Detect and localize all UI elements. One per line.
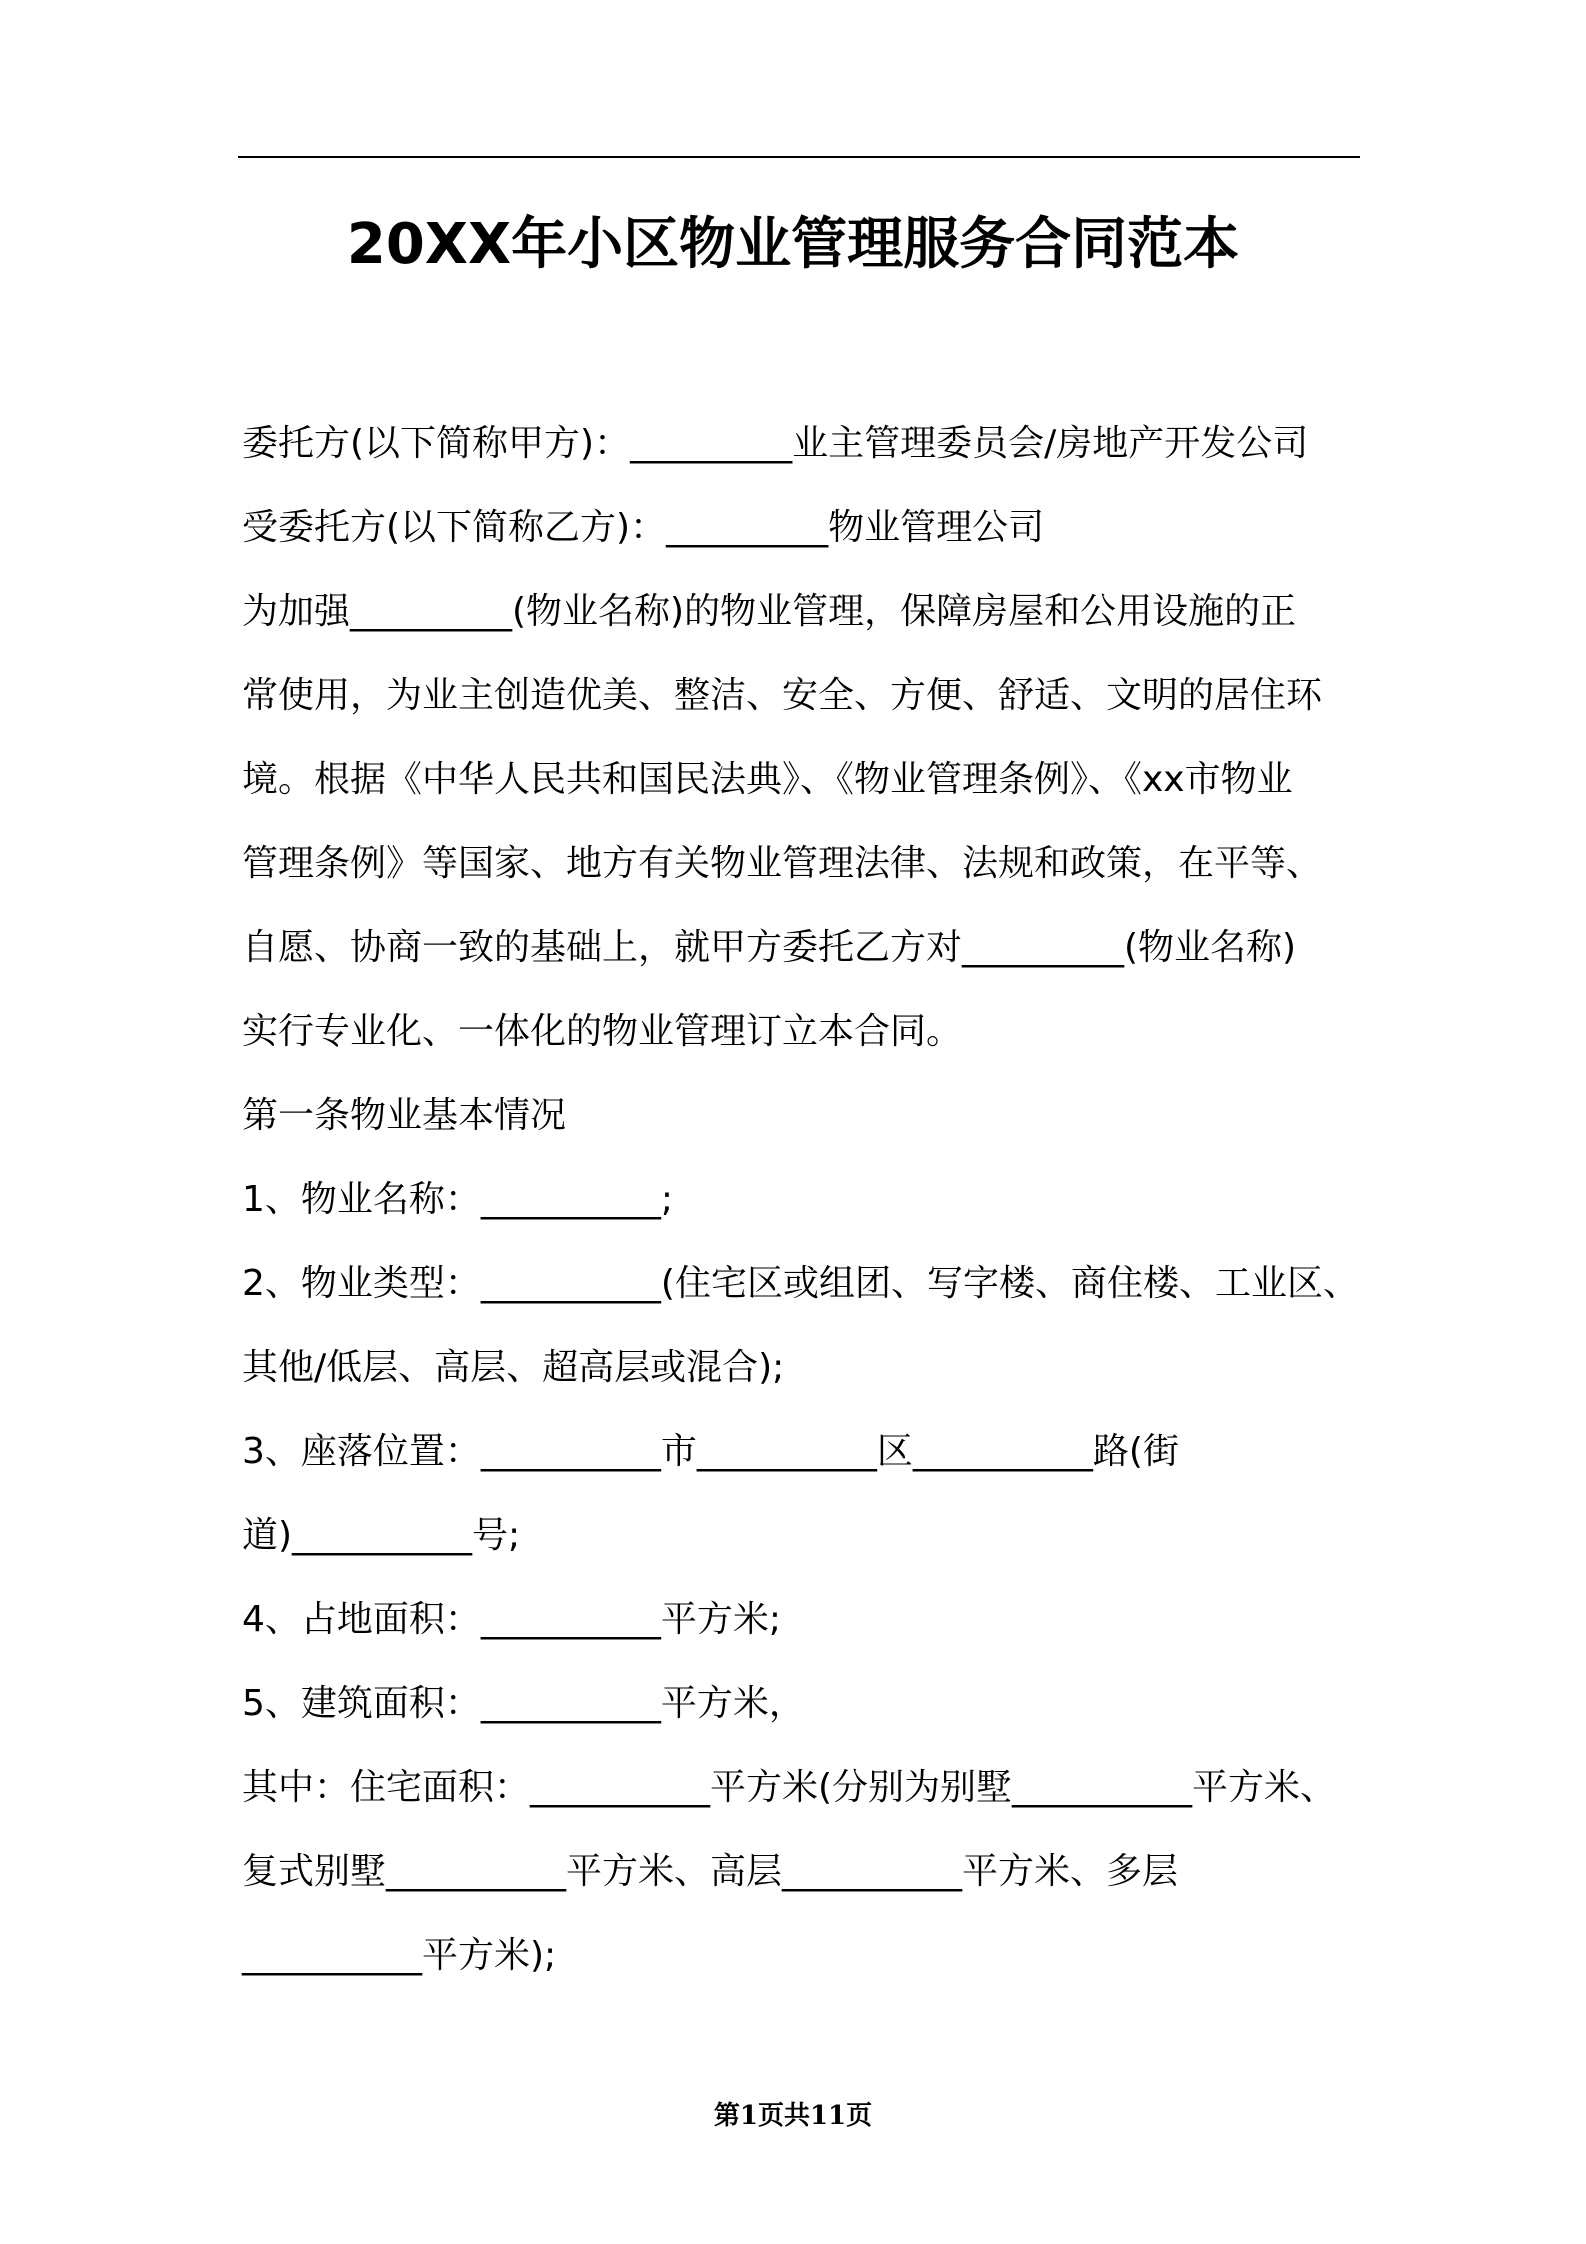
- text-line: 境。根据《中华人民共和国民法典》、《物业管理条例》、《xx市物业: [242, 759, 1293, 800]
- text-line: 复式别墅__________平方米、高层__________平方米、多层: [242, 1851, 1179, 1892]
- text-line: 管理条例》等国家、地方有关物业管理法律、法规和政策，在平等、: [242, 843, 1323, 884]
- text-line: 其他/低层、高层、超高层或混合);: [242, 1347, 785, 1388]
- text-line: 为加强_________(物业名称)的物业管理，保障房屋和公用设施的正: [242, 591, 1297, 632]
- text-line: 其中：住宅面积：__________平方米(分别为别墅__________平方米、: [242, 1767, 1337, 1808]
- text-line: __________平方米);: [242, 1935, 557, 1976]
- list-item: 5、建筑面积：__________平方米，: [242, 1683, 805, 1724]
- text-line: 道)__________号;: [242, 1515, 521, 1556]
- list-item: 3、座落位置：__________市__________区__________路(街: [242, 1431, 1179, 1472]
- header-rule: [238, 156, 1360, 158]
- text-line: 常使用，为业主创造优美、整洁、安全、方便、舒适、文明的居住环: [242, 675, 1323, 716]
- text-line: 受委托方(以下简称乙方)：_________物业管理公司: [242, 507, 1045, 548]
- document-title: 20XX年小区物业管理服务合同范本: [346, 212, 1240, 277]
- document-body: [242, 402, 1372, 1998]
- text-line: 自愿、协商一致的基础上，就甲方委托乙方对_________(物业名称): [242, 927, 1297, 968]
- page-number: 第1页共11页: [713, 2101, 873, 2131]
- list-item: 1、物业名称：__________;: [242, 1179, 674, 1220]
- section-heading: 第一条物业基本情况: [242, 1095, 567, 1136]
- text-line: 实行专业化、一体化的物业管理订立本合同。: [242, 1011, 963, 1052]
- text-line: 委托方(以下简称甲方)：_________业主管理委员会/房地产开发公司: [242, 423, 1309, 464]
- list-item: 2、物业类型：__________(住宅区或组团、写字楼、商住楼、工业区、: [242, 1263, 1359, 1304]
- list-item: 4、占地面积：__________平方米;: [242, 1599, 782, 1640]
